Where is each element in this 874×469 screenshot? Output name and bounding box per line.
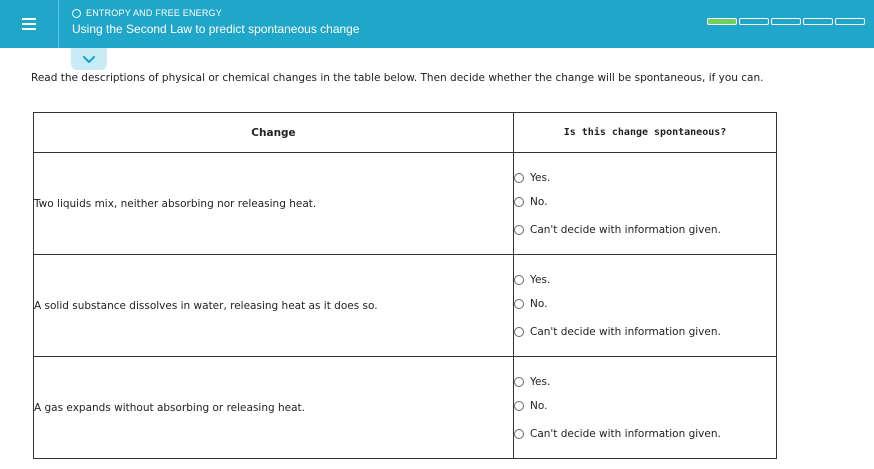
radio-button[interactable] — [514, 173, 524, 183]
option-label: Can't decide with information given. — [530, 427, 721, 440]
option-yes[interactable] — [514, 376, 776, 388]
header-divider — [58, 0, 59, 48]
option-no[interactable] — [514, 196, 776, 208]
option-label: Yes. — [530, 171, 551, 184]
progress-segment — [835, 18, 865, 25]
progress-segment — [771, 18, 801, 25]
column-header-spontaneous: Is this change spontaneous? — [514, 113, 777, 153]
option-yes[interactable] — [514, 274, 776, 286]
column-header-change: Change — [34, 113, 514, 153]
collapse-toggle-button[interactable] — [71, 48, 107, 70]
top-bar — [0, 0, 874, 48]
change-description: A solid substance dissolves in water, releasing heat as it does so. — [34, 255, 514, 357]
radio-button[interactable] — [514, 429, 524, 439]
table-row — [34, 357, 777, 459]
radio-button[interactable] — [514, 275, 524, 285]
radio-button[interactable] — [514, 299, 524, 309]
change-description: Two liquids mix, neither absorbing nor releasing heat. — [34, 153, 514, 255]
page-subtitle: Using the Second Law to predict spontaneous change — [72, 22, 360, 36]
hamburger-icon — [22, 17, 36, 31]
radio-button[interactable] — [514, 377, 524, 387]
question-table — [33, 112, 777, 459]
change-description: A gas expands without absorbing or releasing heat. — [34, 357, 514, 459]
answer-options — [514, 357, 777, 459]
option-cant-decide[interactable] — [514, 428, 776, 440]
option-cant-decide[interactable] — [514, 224, 776, 236]
option-label: Can't decide with information given. — [530, 325, 721, 338]
table-row — [34, 255, 777, 357]
table-row — [34, 153, 777, 255]
radio-button[interactable] — [514, 197, 524, 207]
progress-segment — [803, 18, 833, 25]
topic-label: ENTROPY AND FREE ENERGY — [86, 8, 222, 18]
menu-button[interactable] — [0, 0, 58, 48]
option-yes[interactable] — [514, 172, 776, 184]
option-no[interactable] — [514, 298, 776, 310]
chevron-down-icon — [82, 55, 96, 64]
progress-segment — [739, 18, 769, 25]
progress-segment — [707, 18, 737, 25]
option-label: No. — [530, 195, 548, 208]
option-label: Yes. — [530, 273, 551, 286]
radio-button[interactable] — [514, 401, 524, 411]
answer-options — [514, 255, 777, 357]
instructions-text: Read the descriptions of physical or chemical changes in the table below. Then decide whether the change will be spontaneous, if you can. — [31, 72, 764, 84]
option-label: Yes. — [530, 375, 551, 388]
circle-icon — [72, 9, 81, 18]
answer-options — [514, 153, 777, 255]
option-label: No. — [530, 297, 548, 310]
table-header-row — [34, 113, 777, 153]
radio-button[interactable] — [514, 225, 524, 235]
option-cant-decide[interactable] — [514, 326, 776, 338]
radio-button[interactable] — [514, 327, 524, 337]
option-label: No. — [530, 399, 548, 412]
topic-row — [72, 8, 222, 18]
progress-bar — [707, 18, 867, 25]
option-no[interactable] — [514, 400, 776, 412]
option-label: Can't decide with information given. — [530, 223, 721, 236]
